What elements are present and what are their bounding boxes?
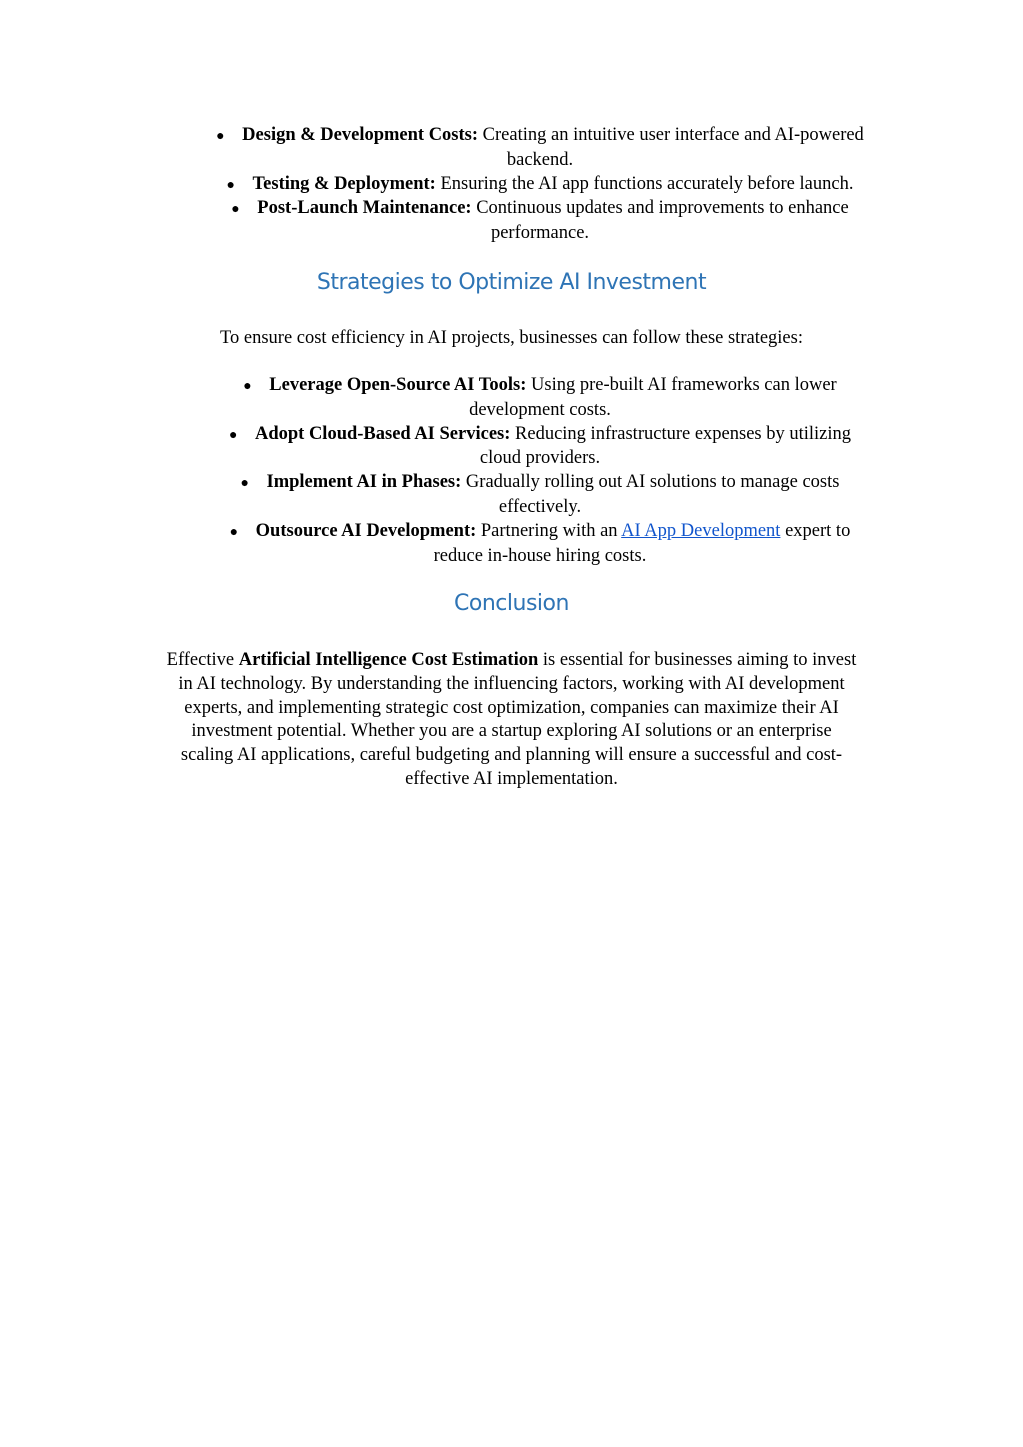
list-item-text: Using pre-built AI frameworks can lower xyxy=(531,375,837,395)
bullet-icon: ● xyxy=(216,129,225,144)
list-item-text: Ensuring the AI app functions accurately before launch. xyxy=(440,173,854,194)
list-item-text-continued: reduce in-house hiring costs. xyxy=(433,545,647,566)
list-item-term: Testing & Deployment: xyxy=(252,173,436,194)
list-item-term: Design & Development Costs: xyxy=(242,125,479,145)
list-item xyxy=(150,124,930,173)
conclusion-heading: Conclusion xyxy=(454,591,569,616)
list-item xyxy=(150,197,930,246)
bullet-icon: ● xyxy=(240,476,249,492)
conclusion-line: effective AI implementation. xyxy=(405,768,618,789)
list-item-text: Creating an intuitive user interface and AI-powered xyxy=(482,125,864,145)
list-item xyxy=(150,173,930,198)
conclusion-lead: Effective xyxy=(166,650,235,670)
conclusion-line: experts, and implementing strategic cost optimization, companies can maximize their AI xyxy=(184,697,839,718)
conclusion-line: investment potential. Whether you are a startup exploring AI solutions or an enterprise xyxy=(191,721,832,742)
list-item-text-after-link: expert to xyxy=(785,520,851,541)
list-item-text: Reducing infrastructure expenses by utilizing xyxy=(515,423,852,444)
list-item-term: Outsource AI Development: xyxy=(255,520,477,541)
conclusion-bold-term: Artificial Intelligence Cost Estimation xyxy=(238,650,539,670)
list-item-text-continued: development costs. xyxy=(469,399,611,420)
list-item-term: Adopt Cloud-Based AI Services: xyxy=(254,423,511,444)
list-item-term: Post-Launch Maintenance: xyxy=(257,198,472,219)
list-item-text: Partnering with an xyxy=(480,520,618,541)
conclusion-line-1-rest: is essential for businesses aiming to invest xyxy=(542,650,857,670)
conclusion-line: in AI technology. By understanding the influencing factors, working with AI development xyxy=(178,673,845,694)
list-item xyxy=(150,423,930,472)
cost-list xyxy=(150,124,930,246)
bullet-icon: ● xyxy=(229,524,239,540)
list-item-term: Implement AI in Phases: xyxy=(266,472,462,493)
conclusion-line: scaling AI applications, careful budgeting and planning will ensure a successful and cost- xyxy=(180,745,843,766)
strategies-intro: To ensure cost efficiency in AI projects, businesses can follow these strategies: xyxy=(219,328,803,348)
bullet-icon: ● xyxy=(243,379,252,394)
list-item xyxy=(150,374,930,423)
list-item-text: Continuous updates and improvements to enhance xyxy=(476,198,849,219)
list-item-text-continued: performance. xyxy=(490,223,590,244)
strategies-heading: Strategies to Optimize AI Investment xyxy=(316,270,707,295)
conclusion-paragraph xyxy=(110,649,913,792)
list-item xyxy=(150,520,930,569)
bullet-icon: ● xyxy=(228,427,238,443)
ai-app-development-link[interactable]: AI App Development xyxy=(621,520,781,541)
list-item-text: Gradually rolling out AI solutions to manage costs xyxy=(465,472,840,493)
bullet-icon: ● xyxy=(226,177,235,193)
list-item-text-continued: effectively. xyxy=(498,496,582,517)
list-item-term: Leverage Open-Source AI Tools: xyxy=(269,375,527,395)
strategies-list xyxy=(150,374,930,568)
list-item xyxy=(150,471,930,520)
bullet-icon: ● xyxy=(231,202,240,218)
list-item-text-continued: backend. xyxy=(506,149,574,170)
list-item-text-continued: cloud providers. xyxy=(479,448,601,469)
